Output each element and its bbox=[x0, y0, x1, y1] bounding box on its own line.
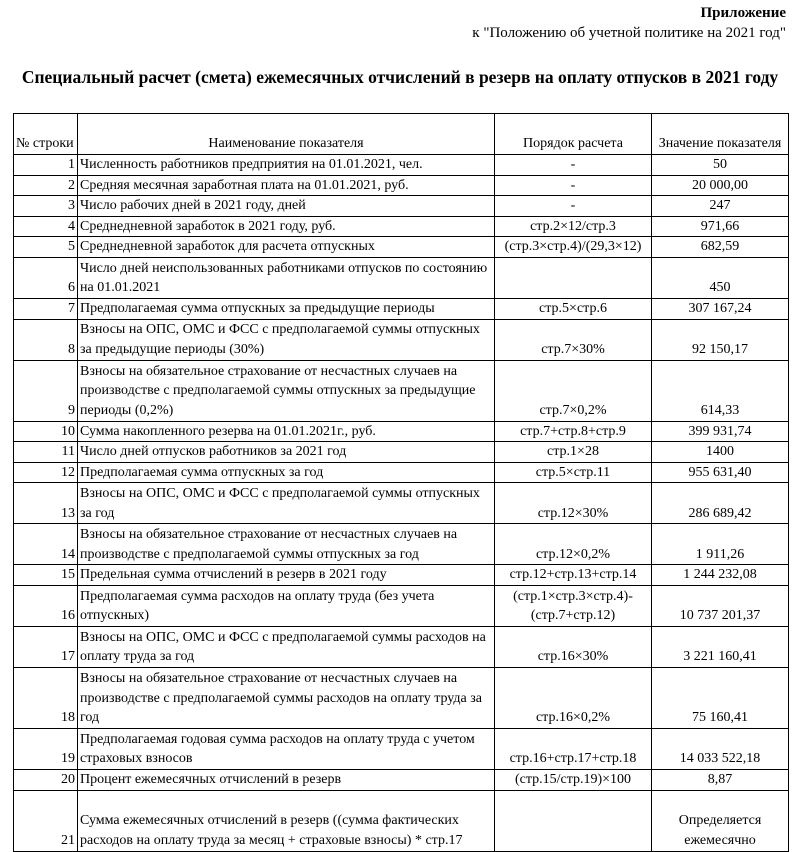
table-row bbox=[14, 462, 789, 483]
row-order: стр.5×стр.6 bbox=[495, 298, 652, 319]
row-name: Взносы на обязательное страхование от несчастных случаев на производстве с предполагаемой суммы расходов на оплату труда за год bbox=[78, 667, 495, 728]
row-number: 5 bbox=[14, 237, 78, 258]
table-row bbox=[14, 565, 789, 586]
row-value: 75 160,41 bbox=[652, 667, 789, 728]
row-order: стр.12×30% bbox=[495, 483, 652, 524]
row-name: Предполагаемая сумма отпускных за предыдущие периоды bbox=[78, 298, 495, 319]
row-order: стр.2×12/стр.3 bbox=[495, 216, 652, 237]
row-name: Число дней отпусков работников за 2021 год bbox=[78, 442, 495, 463]
row-value: 307 167,24 bbox=[652, 298, 789, 319]
row-value: 450 bbox=[652, 257, 789, 298]
row-order: стр.12+стр.13+стр.14 bbox=[495, 565, 652, 586]
row-number: 15 bbox=[14, 565, 78, 586]
row-number: 13 bbox=[14, 483, 78, 524]
row-order: (стр.3×стр.4)/(29,3×12) bbox=[495, 237, 652, 258]
row-value: 3 221 160,41 bbox=[652, 626, 789, 667]
table-row bbox=[14, 319, 789, 360]
row-name: Сумма накопленного резерва на 01.01.2021г., руб. bbox=[78, 421, 495, 442]
row-order: стр.1×28 bbox=[495, 442, 652, 463]
row-number: 1 bbox=[14, 155, 78, 176]
row-value: Определяется ежемесячно bbox=[652, 790, 789, 851]
row-value: 286 689,42 bbox=[652, 483, 789, 524]
row-name: Взносы на ОПС, ОМС и ФСС с предполагаемой суммы отпускных за предыдущие периоды (30%) bbox=[78, 319, 495, 360]
row-number: 7 bbox=[14, 298, 78, 319]
row-name: Взносы на обязательное страхование от несчастных случаев на производстве с предполагаемой суммы отпускных за год bbox=[78, 524, 495, 565]
row-number: 20 bbox=[14, 769, 78, 790]
row-order: стр.16+стр.17+стр.18 bbox=[495, 728, 652, 769]
column-header-name: Наименование показателя bbox=[78, 114, 495, 155]
row-name: Численность работников предприятия на 01.01.2021, чел. bbox=[78, 155, 495, 176]
table-row bbox=[14, 483, 789, 524]
row-value: 247 bbox=[652, 196, 789, 217]
column-header-value: Значение показателя bbox=[652, 114, 789, 155]
row-order: - bbox=[495, 196, 652, 217]
row-number: 4 bbox=[14, 216, 78, 237]
row-number: 10 bbox=[14, 421, 78, 442]
table-row bbox=[14, 237, 789, 258]
row-number: 12 bbox=[14, 462, 78, 483]
row-number: 2 bbox=[14, 175, 78, 196]
estimate-table bbox=[13, 113, 789, 852]
row-value: 92 150,17 bbox=[652, 319, 789, 360]
appendix-label: Приложение bbox=[700, 5, 786, 21]
row-number: 21 bbox=[14, 790, 78, 851]
row-name: Процент ежемесячных отчислений в резерв bbox=[78, 769, 495, 790]
table-row bbox=[14, 196, 789, 217]
row-number: 9 bbox=[14, 360, 78, 421]
column-header-number: № строки bbox=[14, 114, 78, 155]
table-row bbox=[14, 298, 789, 319]
row-name: Взносы на ОПС, ОМС и ФСС с предполагаемой суммы отпускных за год bbox=[78, 483, 495, 524]
page-title: Специальный расчет (смета) ежемесячных отчислений в резерв на оплату отпусков в 2021 году bbox=[21, 67, 779, 87]
row-value: 1 244 232,08 bbox=[652, 565, 789, 586]
table-row bbox=[14, 442, 789, 463]
row-name: Предполагаемая сумма расходов на оплату труда (без учета отпускных) bbox=[78, 585, 495, 626]
table-row bbox=[14, 257, 789, 298]
row-name: Взносы на ОПС, ОМС и ФСС с предполагаемой суммы расходов на оплату труда за год bbox=[78, 626, 495, 667]
row-name: Сумма ежемесячных отчислений в резерв ((сумма фактических расходов на оплату труда за месяц + страховые взносы) * стр.17 bbox=[78, 790, 495, 851]
table-row bbox=[14, 585, 789, 626]
row-order: стр.5×стр.11 bbox=[495, 462, 652, 483]
row-number: 3 bbox=[14, 196, 78, 217]
row-number: 6 bbox=[14, 257, 78, 298]
row-name: Предполагаемая годовая сумма расходов на оплату труда с учетом страховых взносов bbox=[78, 728, 495, 769]
table-header-row bbox=[14, 114, 789, 155]
row-order bbox=[495, 257, 652, 298]
row-order: стр.16×30% bbox=[495, 626, 652, 667]
row-name: Число дней неиспользованных работниками отпусков по состоянию на 01.01.2021 bbox=[78, 257, 495, 298]
row-number: 11 bbox=[14, 442, 78, 463]
row-order: - bbox=[495, 175, 652, 196]
table-row bbox=[14, 667, 789, 728]
table-row bbox=[14, 769, 789, 790]
table-row bbox=[14, 216, 789, 237]
row-name: Предполагаемая сумма отпускных за год bbox=[78, 462, 495, 483]
table-row bbox=[14, 524, 789, 565]
row-number: 14 bbox=[14, 524, 78, 565]
row-value: 614,33 bbox=[652, 360, 789, 421]
row-value: 1400 bbox=[652, 442, 789, 463]
row-name: Средняя месячная заработная плата на 01.01.2021, руб. bbox=[78, 175, 495, 196]
row-order: стр.16×0,2% bbox=[495, 667, 652, 728]
table-row bbox=[14, 626, 789, 667]
row-value: 971,66 bbox=[652, 216, 789, 237]
table-row bbox=[14, 790, 789, 851]
row-value: 20 000,00 bbox=[652, 175, 789, 196]
row-name: Среднедневной заработок для расчета отпускных bbox=[78, 237, 495, 258]
row-name: Предельная сумма отчислений в резерв в 2021 году bbox=[78, 565, 495, 586]
row-number: 19 bbox=[14, 728, 78, 769]
row-order: стр.7×0,2% bbox=[495, 360, 652, 421]
table-row bbox=[14, 728, 789, 769]
row-value: 955 631,40 bbox=[652, 462, 789, 483]
row-order: стр.12×0,2% bbox=[495, 524, 652, 565]
row-order: (стр.15/стр.19)×100 bbox=[495, 769, 652, 790]
appendix-reference: к "Положению об учетной политике на 2021 год" bbox=[472, 25, 786, 41]
row-value: 10 737 201,37 bbox=[652, 585, 789, 626]
row-number: 16 bbox=[14, 585, 78, 626]
row-value: 682,59 bbox=[652, 237, 789, 258]
table-row bbox=[14, 155, 789, 176]
row-name: Число рабочих дней в 2021 году, дней bbox=[78, 196, 495, 217]
row-value: 50 bbox=[652, 155, 789, 176]
row-value: 1 911,26 bbox=[652, 524, 789, 565]
row-value: 14 033 522,18 bbox=[652, 728, 789, 769]
row-order bbox=[495, 790, 652, 851]
row-name: Среднедневной заработок в 2021 году, руб. bbox=[78, 216, 495, 237]
row-value: 8,87 bbox=[652, 769, 789, 790]
table-row bbox=[14, 360, 789, 421]
row-number: 17 bbox=[14, 626, 78, 667]
table-row bbox=[14, 421, 789, 442]
row-value: 399 931,74 bbox=[652, 421, 789, 442]
row-order: стр.7×30% bbox=[495, 319, 652, 360]
row-number: 8 bbox=[14, 319, 78, 360]
row-order: - bbox=[495, 155, 652, 176]
column-header-order: Порядок расчета bbox=[495, 114, 652, 155]
row-order: (стр.1×стр.3×стр.4)-(стр.7+стр.12) bbox=[495, 585, 652, 626]
row-name: Взносы на обязательное страхование от несчастных случаев на производстве с предполагаемой суммы отпускных за предыдущие периоды (0,2%) bbox=[78, 360, 495, 421]
row-order: стр.7+стр.8+стр.9 bbox=[495, 421, 652, 442]
table-row bbox=[14, 175, 789, 196]
row-number: 18 bbox=[14, 667, 78, 728]
